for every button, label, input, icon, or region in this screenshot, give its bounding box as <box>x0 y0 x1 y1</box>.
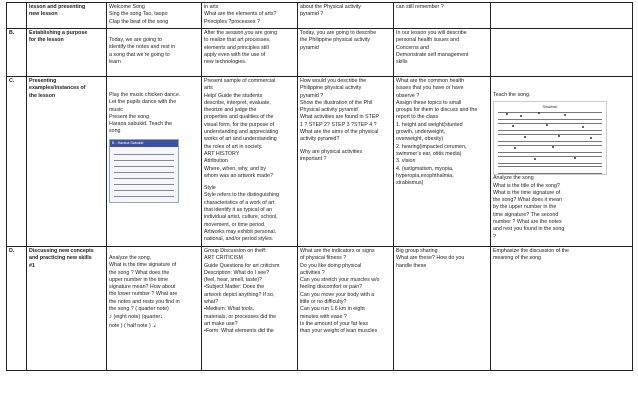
eighth-note-icon: ♪ <box>109 314 112 321</box>
row-d <box>7 247 633 371</box>
song-score-image: Sitsiritsit <box>493 101 607 175</box>
extra-cell <box>491 3 633 29</box>
row-letter <box>7 3 27 29</box>
health-cell: In our lesson you will describe personal health issues and Concerns and Demonstrate self management skills <box>394 29 491 77</box>
row-b <box>7 29 633 77</box>
music-cell: Welcome Song Sing the song Tao, taopo Clap the beat of the song <box>107 3 202 29</box>
half-note-icon: 𝅗𝅥 <box>153 322 156 329</box>
quarter-note-icon: ♩ <box>160 314 167 321</box>
row-letter: D. <box>7 247 27 371</box>
pe-cell: about the Physical activity pyramid ? <box>298 3 394 29</box>
row-label: lesson and presenting new lesson <box>27 3 107 29</box>
row-label: Discussing new concepts and practicing new skills #1 <box>27 247 107 371</box>
extra-cell <box>491 29 633 77</box>
row-label: Establishing a purpose for the lesson <box>27 29 107 77</box>
health-cell: What are the common health issues that you have or have observe ? Assign these topics to small groups for them to discuss and the report to the class 1. height and weight(stunted growth, underweight, overweight, obesity) 2. hearing(impacted cerumen, swimmer’s ear, otitis media) 3. vision 4. (astigmatism, myopia, hyperopia,exophthalmia, strabismus) <box>394 77 491 247</box>
pe-cell: How would you describe the Philippine physical activity pyramid ? Show the illustration of the Phil Physical activity pyramid What activities are found in STEP 1 ? STEP 2? STEP 3 ?STEP 4 ? What are the aims of the physical activity pyramid? Why are physical activities important ? <box>298 77 394 247</box>
row-a <box>7 3 633 29</box>
row-c <box>7 77 633 247</box>
arts-cell: After the session,you are going to realize that art processes, elements and principles still apply even with the use of new technologies. <box>202 29 298 77</box>
arts-cell: Present sample of commercial arts Help/ Guide the students describe, interpret, evaluate, theorize and judge the properties and qualities of the visual form, for the purpose of understanding and appreciating works of art and understanding the roles of art in society. ART HISTORY Attribution Where, when, why, and by whom was an artwork made? Style Style refers to the distinguishing characteristics of a work of art that identify it as typical of an individual artist, culture, school, movement, or time period. Artworks may exhibit personal, national, and/or period styles. <box>202 77 298 247</box>
row-letter: C. <box>7 77 27 247</box>
extra-cell: Emphasize the discussion of the meaning of the song <box>491 247 633 371</box>
health-cell: Big group sharing What are these? How do you handle these <box>394 247 491 371</box>
music-cell: Analyze the song. What is the time signature of the song ? What does the upper number in the time signature mean? How about the lower number ? What are the notes and rests you find in the song ? ( quarter note) ♪ (eight note) (quarter♩ note ) ( half note ) .𝅗𝅥 <box>107 247 202 371</box>
pe-cell: What are the indicators or signs of physical fitness ? Do you like doing physical activities ? Can you stretch your muscles w/o feeling discomfort or pain? Can you move your body with a little or no difficulty? Can you run 1.6 km in eight minutes with ease ? Is the amount of your fat less than your weight of lean muscles <box>298 247 394 371</box>
arts-cell: in arts What are the elements of arts? Principles ?processes ? <box>202 3 298 29</box>
music-cell: Today, we are going to identify the notes and rest in a song that we’re going to learn <box>107 29 202 77</box>
pe-cell: Today, you are going to describe the Philippine physical activity pyramid <box>298 29 394 77</box>
song-sheet-image: B - Harana Sabukid <box>109 139 179 203</box>
music-cell: Play the music chicken dance. Let the pupils dance with the music Present the song Harana sabukid. Teach the song B - Harana Sabukid <box>107 77 202 247</box>
health-cell: can still remember ? <box>394 3 491 29</box>
row-letter: B. <box>7 29 27 77</box>
extra-cell: Teach the song. Sitsiritsit Analyze the song What is the title of the song? What is the time signature of the song? What does it mean by the upper number in the time signature? The second number ? What are the notes and rest you found in the song ? <box>491 77 633 247</box>
arts-cell: Group Discussion on theff: ART CRITICISM Guide Questions for art criticism Description: What do I see? (feel, hear, smell, taste)? •Subject Matter: Does the artwork depict anything? If so, what? •Medium: What tools, materials, or processes did the art make use? •Form: What elements did the <box>202 247 298 371</box>
row-label: Presenting examples/instances of the lesson <box>27 77 107 247</box>
lesson-plan-table <box>6 2 633 371</box>
